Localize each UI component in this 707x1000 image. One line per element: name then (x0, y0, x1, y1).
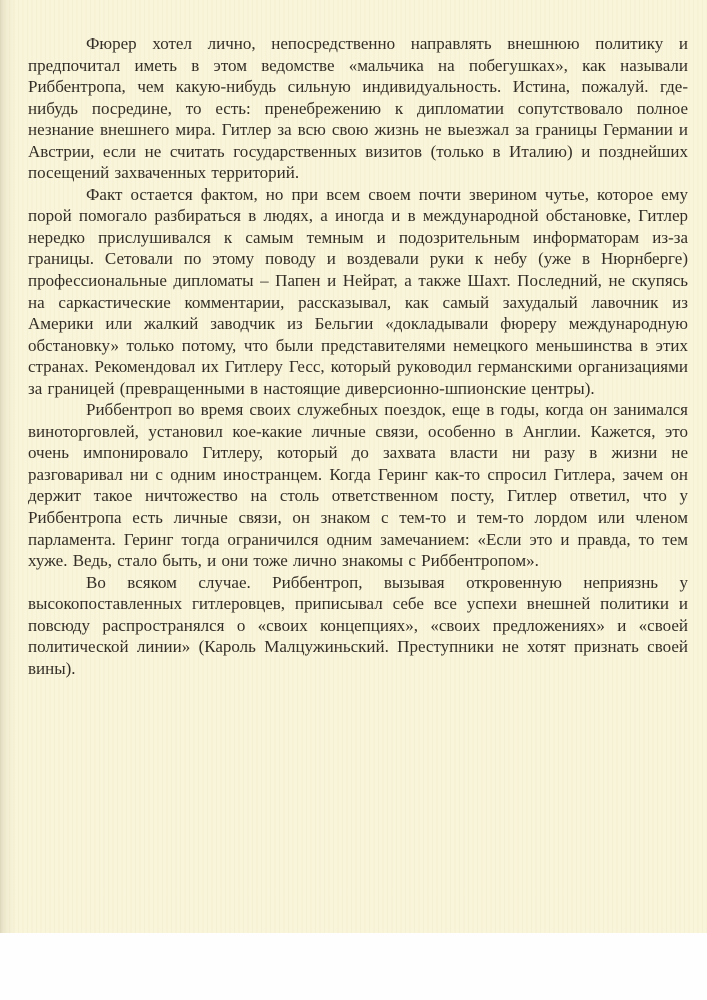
scanner-bed-strip (0, 933, 707, 1000)
paragraph-ribbentrop-connections: Риббентроп во время своих служебных поездок, еще в годы, когда он занимался виноторговлей, установил кое-какие личные связи, особенно в Англии. Кажется, это очень импонировало Гитлеру, который до захвата власти ни разу в жизни не разговаривал ни с одним иностранцем. Когда Геринг как-то спросил Гитлера, зачем он держит такое ничтожество на столь ответственном посту, Гитлер ответил, что у Риббентропа есть личные связи, он знаком с тем-то и тем-то лордом или членом парламента. Геринг тогда ограничился одним замечанием: «Если это и правда, то тем хуже. Ведь, стало быть, и они тоже лично знакомы с Риббентропом». (28, 400, 688, 571)
page-text-block (28, 33, 688, 679)
paragraph-fact-informers: Факт остается фактом, но при всем своем почти зверином чутье, которое ему порой помогало разбираться в людях, а иногда и в международной обстановке, Гитлер нередко прислушивался к самым темным и подозрительным информаторам из-за границы. Сетовали по этому поводу и воздевали руки к небу (уже в Нюрнберге) профессиональные дипломаты – Папен и Нейрат, а также Шахт. Последний, не скупясь на саркастические комментарии, рассказывал, как самый захудалый лавочник из Америки или жалкий заводчик из Бельгии «докладывали фюреру международную обстановку» только потому, что были представителями немецкого меньшинства в этих странах. Рекомендовал их Гитлеру Гесс, который руководил германскими организациями за границей (превращенными в настоящие диверсионно-шпионские центры). (28, 184, 688, 398)
paragraph-fuhrer-foreign-policy: Фюрер хотел лично, непосредственно направлять внешнюю политику и предпочитал иметь в этом ведомстве «мальчика на побегушках», как называли Риббентропа, чем какую-нибудь сильную индивидуальность. Истина, пожалуй. где-нибудь посредине, то есть: пренебрежению к дипломатии сопутствовало полное незнание внешнего мира. Гитлер за всю свою жизнь не выезжал за границы Германии и Австрии, если не считать государственных визитов (только в Италию) и позднейших посещений захваченных территорий. (28, 34, 688, 183)
paragraph-ribbentrop-claims: Во всяком случае. Риббентроп, вызывая откровенную неприязнь у высокопоставленных гитлеровцев, приписывал себе все успехи внешней политики и повсюду распространялся о «своих концепциях», «своих предложениях» и «своей политической линии» (Кароль Малцужиньский. Преступники не хотят признать своей вины). (28, 572, 688, 678)
